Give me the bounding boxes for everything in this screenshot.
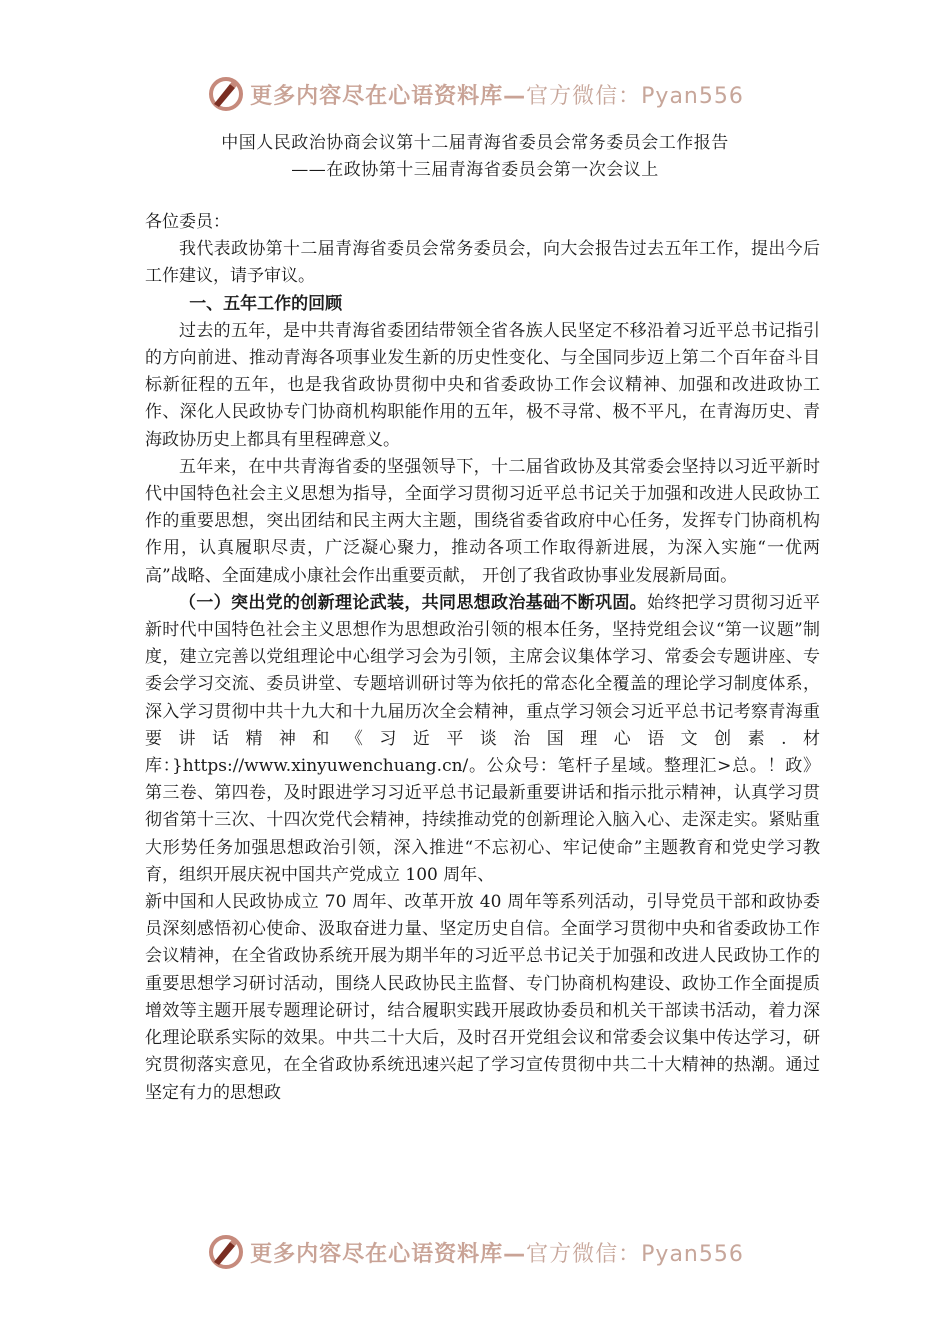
report-title: 中国人民政治协商会议第十二届青海省委员会常务委员会工作报告 xyxy=(221,133,729,153)
circle-pen-logo-icon xyxy=(206,1232,246,1272)
watermark-text xyxy=(250,79,744,110)
watermark-wechat: 官方微信：Pyan556 xyxy=(526,83,744,109)
report-body xyxy=(145,209,820,1107)
watermark-dash: — xyxy=(503,1241,527,1267)
paragraph-theory xyxy=(145,590,820,889)
header-watermark-banner xyxy=(0,70,950,118)
watermark-wechat: 官方微信：Pyan556 xyxy=(526,1241,744,1267)
report-subtitle: ——在政协第十三届青海省委员会第一次会议上 xyxy=(291,160,659,180)
watermark-main: 更多内容尽在心语资料库 xyxy=(250,83,504,109)
paragraph-review: 过去的五年，是中共青海省委团结带领全省各族人民坚定不移沿着习近平总书记指引的方向前进、推动青海各项事业发生新的历史性变化、与全国同步迈上第二个百年奋斗目标新征程的五年，也是我省政协贯彻中央和省委政协工作会议精神、加强和改进政协工作、深化人民政协专门协商机构职能作用的五年，极不寻常、极不平凡，在青海历史、青海政协历史上都具有里程碑意义。 xyxy=(145,320,820,450)
circle-pen-logo-icon xyxy=(206,74,246,114)
sub-heading: （一）突出党的创新理论武装，共同思想政治基础不断巩固。 xyxy=(179,592,647,613)
watermark-dash: — xyxy=(503,83,527,109)
intro-paragraph: 我代表政协第十二届青海省委员会常务委员会，向大会报告过去五年工作，提出今后工作建议，请予审议。 xyxy=(145,239,820,287)
watermark-text xyxy=(250,1237,744,1268)
salutation: 各位委员： xyxy=(145,212,230,232)
paragraph-theory-text: 始终把学习贯彻习近平新时代中国特色社会主义思想作为思想政治引领的根本任务，坚持党组会议“第一议题”制度，建立完善以党组理论中心组学习会为引领，主席会议集体学习、常委会专题讲座、专委会学习交流、委员讲堂、专题培训研讨等为依托的常态化全覆盖的理论学习制度体系，深入学习贯彻中共十九大和十九届历次全会精神，重点学习领会习近平总书记考察青海重要讲话精神和《习近平谈治国理心语文创素.材库：}https://www.xinyuwenchuang.cn/。公众号：笔杆子星域。整理汇>总。！政》第三卷、第四卷，及时跟进学习习近平总书记最新重要讲话和指示批示精神，认真学习贯彻省第十三次、十四次党代会精神，持续推动党的创新理论入脑入心、走深走实。紧贴重大形势任务加强思想政治引领，深入推进“不忘初心、牢记使命”主题教育和党史学习教育，组织开展庆祝中国共产党成立 100 周年、 xyxy=(145,592,820,885)
footer-watermark-banner xyxy=(0,1228,950,1276)
watermark-main: 更多内容尽在心语资料库 xyxy=(250,1241,504,1267)
paragraph-achievements: 五年来，在中共青海省委的坚强领导下，十二届省政协及其常委会坚持以习近平新时代中国特色社会主义思想为指导，全面学习贯彻习近平总书记关于加强和改进人民政协工作的重要思想，突出团结和民主两大主题，围绕省委省政府中心任务，发挥专门协商机构作用，认真履职尽责，广泛凝心聚力，推动各项工作取得新进展，为深入实施“一优两高”战略、全面建成小康社会作出重要贡献， 开创了我省政协事业发展新局面。 xyxy=(145,456,820,586)
paragraph-theory-continued: 新中国和人民政协成立 70 周年、改革开放 40 周年等系列活动，引导党员干部和政协委员深刻感悟初心使命、汲取奋进力量、坚定历史自信。全面学习贯彻中央和省委政协工作会议精神，在全省政协系统开展为期半年的习近平总书记关于加强和改进人民政协工作的重要思想学习研讨活动，围绕人民政协民主监督、专门协商机构建设、政协工作全面提质增效等主题开展专题理论研讨，结合履职实践开展政协委员和机关干部读书活动，着力深化理论联系实际的效果。中共二十大后，及时召开党组会议和常委会议集中传达学习，研究贯彻落实意见，在全省政协系统迅速兴起了学习宣传贯彻中共二十大精神的热潮。通过坚定有力的思想政 xyxy=(145,892,820,1103)
section-heading: 一、五年工作的回顾 xyxy=(189,293,343,314)
